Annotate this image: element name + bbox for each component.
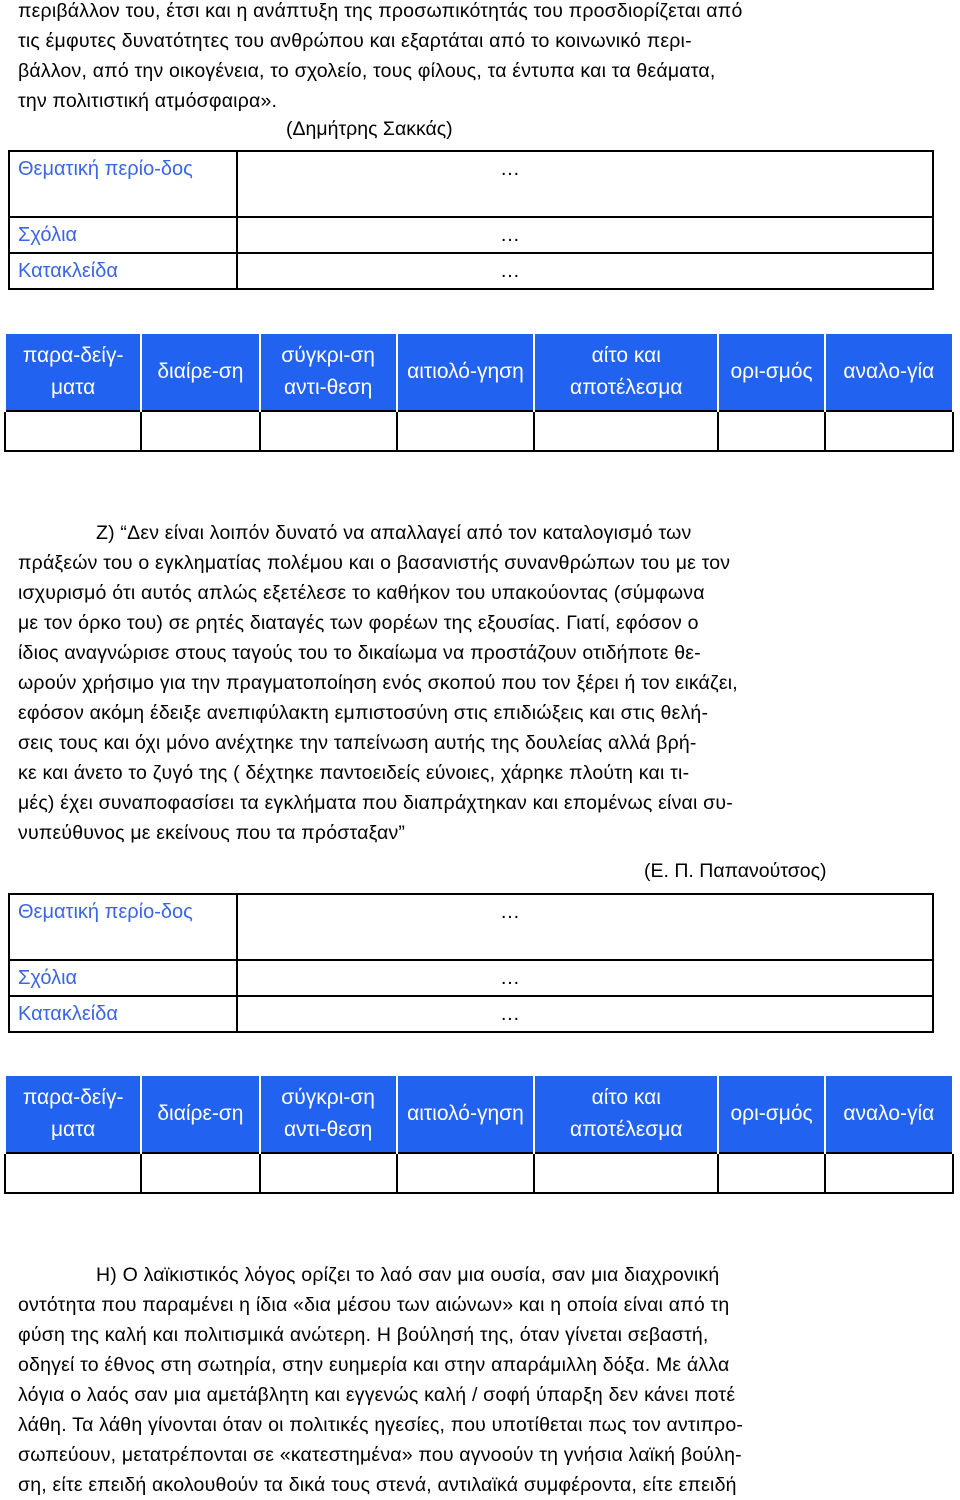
answer-cell[interactable] <box>718 1153 824 1193</box>
text-line: λάθη. Τα λάθη γίνονται όταν οι πολιτικές ηγεσίες, που υποτίθεται πως τον αντιπρο- <box>18 1414 744 1436</box>
value-conclusion: … <box>237 996 933 1032</box>
text-line: βάλλον, από την οικογένεια, το σχολείο, τους φίλους, τα έντυπα και τα θεάματα, <box>18 60 716 82</box>
text-line: ση, είτε επειδή ακολουθούν τα δικά τους στενά, αντιλαϊκά συμφέροντα, είτε επειδή <box>18 1474 737 1496</box>
text-line: σεις τους και όχι μόνο ανέχτηκε την ταπείνωση αυτής της δουλείας αλλά βρή- <box>18 732 697 754</box>
text-line: με τον όρκο του) σε ρητές διαταγές των φορέων της εξουσίας. Γιατί, εφόσον ο <box>18 612 699 634</box>
text-line: εφόσον ακόμη έδειξε ανεπιφύλακτη εμπιστοσύνη στις επιδιώξεις και στις θελή- <box>18 702 709 724</box>
text-line: λόγια ο λαός σαν μια αμετάβλητη και εγγενώς καλή / σοφή ύπαρξη δεν κάνει ποτέ <box>18 1384 736 1406</box>
text-line: φύση της καλή και πολιτισμικά ανώτερη. Η βούλησή της, όταν γίνεται σεβαστή, <box>18 1324 709 1346</box>
text-line: ωρούν χρήσιμο για την πραγματοποίηση ενός σκοπού που τον ξέρει ή τον εικάζει, <box>18 672 738 694</box>
header-comparison: σύγκρι-ση αντι-θεση <box>260 1075 397 1153</box>
text-line: οδηγεί το έθνος στη σωτηρία, στην ευημερία και στην απαράμιλλη δόξα. Με άλλα <box>18 1354 730 1376</box>
development-methods-table <box>4 332 954 452</box>
answer-cell[interactable] <box>718 411 824 451</box>
text-line: κε και άνετο το ζυγό της ( δέχτηκε παντοειδείς εύνοιες, χάρηκε πλούτη και τι- <box>18 762 690 784</box>
answer-cell[interactable] <box>534 1153 718 1193</box>
analysis-table <box>8 893 934 1033</box>
text-line: νυπεύθυνος με εκείνους που τα πρόσταξαν” <box>18 822 406 844</box>
intro-paragraph <box>18 0 923 116</box>
answer-cell[interactable] <box>260 1153 397 1193</box>
header-examples: παρα-δείγ-ματα <box>5 1075 141 1153</box>
value-comments: … <box>237 960 933 996</box>
header-analogy: αναλο-γία <box>825 1075 953 1153</box>
label-thematic-period: Θεματική περίο-δος <box>9 894 237 960</box>
answer-cell[interactable] <box>141 1153 259 1193</box>
analysis-table <box>8 150 934 290</box>
text-line: σωπεύουν, μετατρέπονται σε «κατεστημένα» που αγνοούν τη γνήσια λαϊκή βούλη- <box>18 1444 742 1466</box>
label-comments: Σχόλια <box>9 960 237 996</box>
header-definition: ορι-σμός <box>718 1075 824 1153</box>
value-conclusion: … <box>237 253 933 289</box>
answer-cell[interactable] <box>825 411 953 451</box>
answer-cell[interactable] <box>534 411 718 451</box>
header-cause-effect: αίτο και αποτέλεσμα <box>534 333 718 411</box>
header-definition: ορι-σμός <box>718 333 824 411</box>
text-line: τις έμφυτες δυνατότητες του ανθρώπου και εξαρτάται από το κοινωνικό περι- <box>18 30 692 52</box>
header-justification: αιτιολό-γηση <box>397 333 534 411</box>
text-line: μές) έχει συναποφασίσει τα εγκλήματα που διαπράχτηκαν και επομένως είναι συ- <box>18 792 733 814</box>
answer-cell[interactable] <box>141 411 259 451</box>
answer-cell[interactable] <box>5 411 141 451</box>
label-conclusion: Κατακλείδα <box>9 253 237 289</box>
header-examples: παρα-δείγ-ματα <box>5 333 141 411</box>
label-comments: Σχόλια <box>9 217 237 253</box>
text-line: οντότητα που παραμένει η ίδια «δια μέσου των αιώνων» και η οποία είναι από τη <box>18 1294 730 1316</box>
development-methods-table <box>4 1074 954 1194</box>
text-line: πράξεών του ο εγκληματίας πολέμου και ο βασανιστής συνανθρώπων του με τον <box>18 552 731 574</box>
author-attribution: (Ε. Π. Παπανούτσος) <box>644 860 827 882</box>
text-line: περιβάλλον του, έτσι και η ανάπτυξη της προσωπικότητάς του προσδιορίζεται από <box>18 0 743 22</box>
text-line: Ζ) “Δεν είναι λοιπόν δυνατό να απαλλαγεί από τον καταλογισμό των <box>96 522 692 544</box>
header-justification: αιτιολό-γηση <box>397 1075 534 1153</box>
value-thematic-period: … <box>237 151 933 217</box>
answer-cell[interactable] <box>825 1153 953 1193</box>
answer-cell[interactable] <box>260 411 397 451</box>
answer-cell[interactable] <box>5 1153 141 1193</box>
value-comments: … <box>237 217 933 253</box>
header-comparison: σύγκρι-ση αντι-θεση <box>260 333 397 411</box>
text-line: Η) Ο λαϊκιστικός λόγος ορίζει το λαό σαν μια ουσία, σαν μια διαχρονική <box>96 1264 720 1286</box>
header-division: διαίρε-ση <box>141 333 259 411</box>
text-line: ισχυρισμό ότι αυτός απλώς εξετέλεσε το καθήκον του υπακούοντας (σύμφωνα <box>18 582 705 604</box>
answer-cell[interactable] <box>397 411 534 451</box>
header-analogy: αναλο-γία <box>825 333 953 411</box>
answer-cell[interactable] <box>397 1153 534 1193</box>
header-cause-effect: αίτο και αποτέλεσμα <box>534 1075 718 1153</box>
label-thematic-period: Θεματική περίο-δος <box>9 151 237 217</box>
text-line: ίδιος αναγνώρισε στους ταγούς του το δικαίωμα να προστάζουν οτιδήποτε θε- <box>18 642 701 664</box>
value-thematic-period: … <box>237 894 933 960</box>
label-conclusion: Κατακλείδα <box>9 996 237 1032</box>
section-z-paragraph <box>18 518 923 848</box>
author-attribution: (Δημήτρης Σακκάς) <box>286 118 453 140</box>
section-h-paragraph <box>18 1260 923 1500</box>
text-line: την πολιτιστική ατμόσφαιρα». <box>18 90 278 112</box>
header-division: διαίρε-ση <box>141 1075 259 1153</box>
